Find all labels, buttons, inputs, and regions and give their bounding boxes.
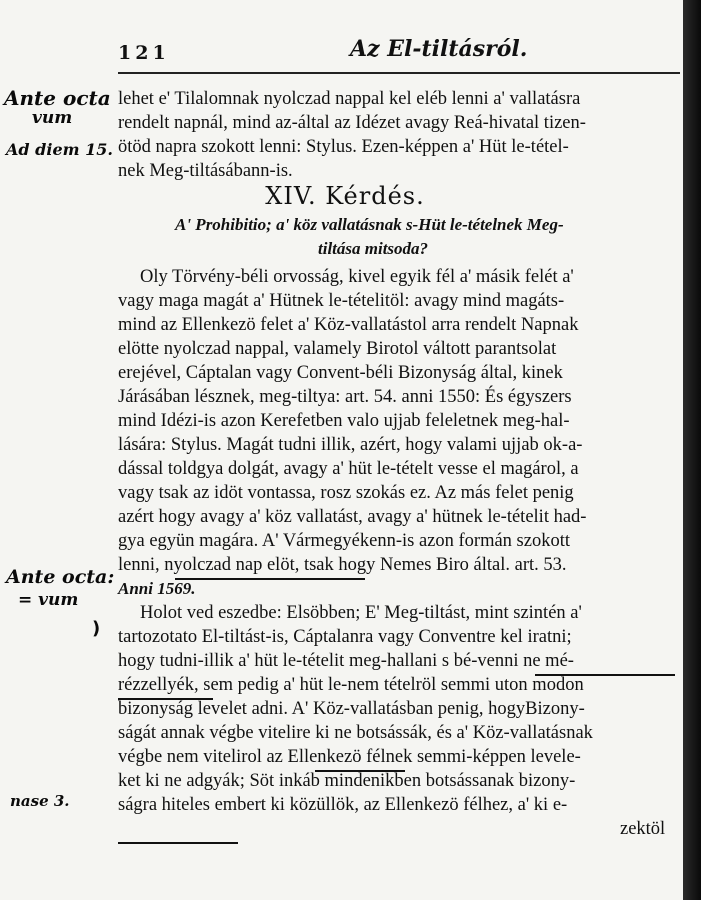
- text-line: mind az Ellenkezö felet a' Köz-vallatástol arra rendelt Napnak: [118, 315, 579, 335]
- running-title: Az El-tiltásról.: [350, 36, 528, 62]
- text-line: azért hogy avagy a' köz vallatást, avagy a' hütnek le-tételit had-: [118, 507, 587, 527]
- margin-note: Ante octa:: [6, 566, 115, 588]
- text-line: dással toldgya dolgát, avagy a' hüt le-tételt vesse el magárol, a: [118, 459, 579, 479]
- text-line: végbe nem vitelirol az Ellenkezö félnek semmi-képpen levele-: [118, 747, 581, 767]
- margin-note: nase 3.: [10, 792, 70, 810]
- ink-underline: [118, 842, 238, 844]
- margin-note: = vum: [18, 590, 79, 610]
- question-line: A' Prohibitio; a' köz vallatásnak s-Hüt le-tételnek Meg-: [175, 215, 564, 234]
- text-line: tartozotato El-tiltást-is, Cáptalanra vagy Conventre kel iratni;: [118, 627, 572, 647]
- text-line: ket ki ne adgyák; Söt inkáb mindenikben botsássanak bizony-: [118, 771, 576, 791]
- text-line: lehet e' Tilalomnak nyolczad nappal kel eléb lenni a' vallatásra: [118, 89, 581, 109]
- ink-mark: ): [92, 618, 101, 639]
- ink-underline: [175, 578, 365, 580]
- text-line: Járásában lésznek, meg-tiltya: art. 54. anni 1550: És égyszers: [118, 387, 572, 407]
- text-line: nek Meg-tiltásábann-is.: [118, 161, 293, 181]
- text-line: Anni 1569.: [118, 579, 196, 598]
- margin-note: Ad diem 15.: [6, 140, 113, 159]
- question-line: tiltása mitsoda?: [318, 239, 429, 258]
- ink-underline: [535, 674, 675, 676]
- text-line: ötöd napra szokott lenni: Stylus. Ezen-képpen a' Hüt le-tétel-: [118, 137, 569, 157]
- text-line: vagy tsak az idöt vontassa, rosz szokás ez. Az más felet penig: [118, 483, 574, 503]
- text-line: lására: Stylus. Magát tudni illik, azért, hogy valami ujjab ok-a-: [118, 435, 583, 455]
- text-line: erejével, Cáptalan vagy Convent-béli Bizonyság által, kinek: [118, 363, 563, 383]
- text-line: Holot ved eszedbe: Elsöbben; E' Meg-tiltást, mint szintén a': [140, 603, 582, 623]
- text-line: ságát annak végbe vitelire ki ne botsássák, és a' Köz-vallatásnak: [118, 723, 593, 743]
- text-line: Oly Törvény-béli orvosság, kivel egyik fél a' másik felét a': [140, 267, 574, 287]
- section-heading: XIV. Kérdés.: [265, 182, 425, 210]
- text-line: zektöl: [620, 819, 666, 839]
- text-line: mind Idézi-is azon Kerefetben valo ujjab feleletnek meg-hal-: [118, 411, 570, 431]
- page-edge-shadow: [683, 0, 701, 900]
- text-line: rendelt napnál, mind az-által az Idézet avagy Reá-hivatal tizen-: [118, 113, 586, 133]
- text-line: rézzellyék, sem pedig a' hüt le-nem tételröl semmi uton modon: [118, 675, 584, 695]
- header-rule: [118, 72, 680, 74]
- text-line: gya együn magára. A' Vármegyékenn-is azon formán szokott: [118, 531, 570, 551]
- text-line: hogy tudni-illik a' hüt le-tételit meg-hallani s bé-venni ne mé-: [118, 651, 574, 671]
- text-line: elötte nyolczad nappal, valamely Birotol váltott parantsolat: [118, 339, 557, 359]
- text-line: bizonyság levelet adni. A' Köz-vallatásban penig, hogyBizony-: [118, 699, 585, 719]
- text-line: ságra hiteles embert ki közüllök, az Ellenkezö félhez, a' ki e-: [118, 795, 568, 815]
- margin-note: Ante octa: [4, 86, 111, 110]
- ink-underline: [315, 770, 405, 772]
- text-line: vagy maga magát a' Hütnek le-tételitöl: avagy mind magáts-: [118, 291, 565, 311]
- text-line: lenni, nyolczad nap elöt, tsak hogy Nemes Biro által. art. 53.: [118, 555, 567, 575]
- margin-note: vum: [32, 108, 73, 128]
- ink-underline: [118, 698, 213, 700]
- page-number: 121: [118, 42, 170, 64]
